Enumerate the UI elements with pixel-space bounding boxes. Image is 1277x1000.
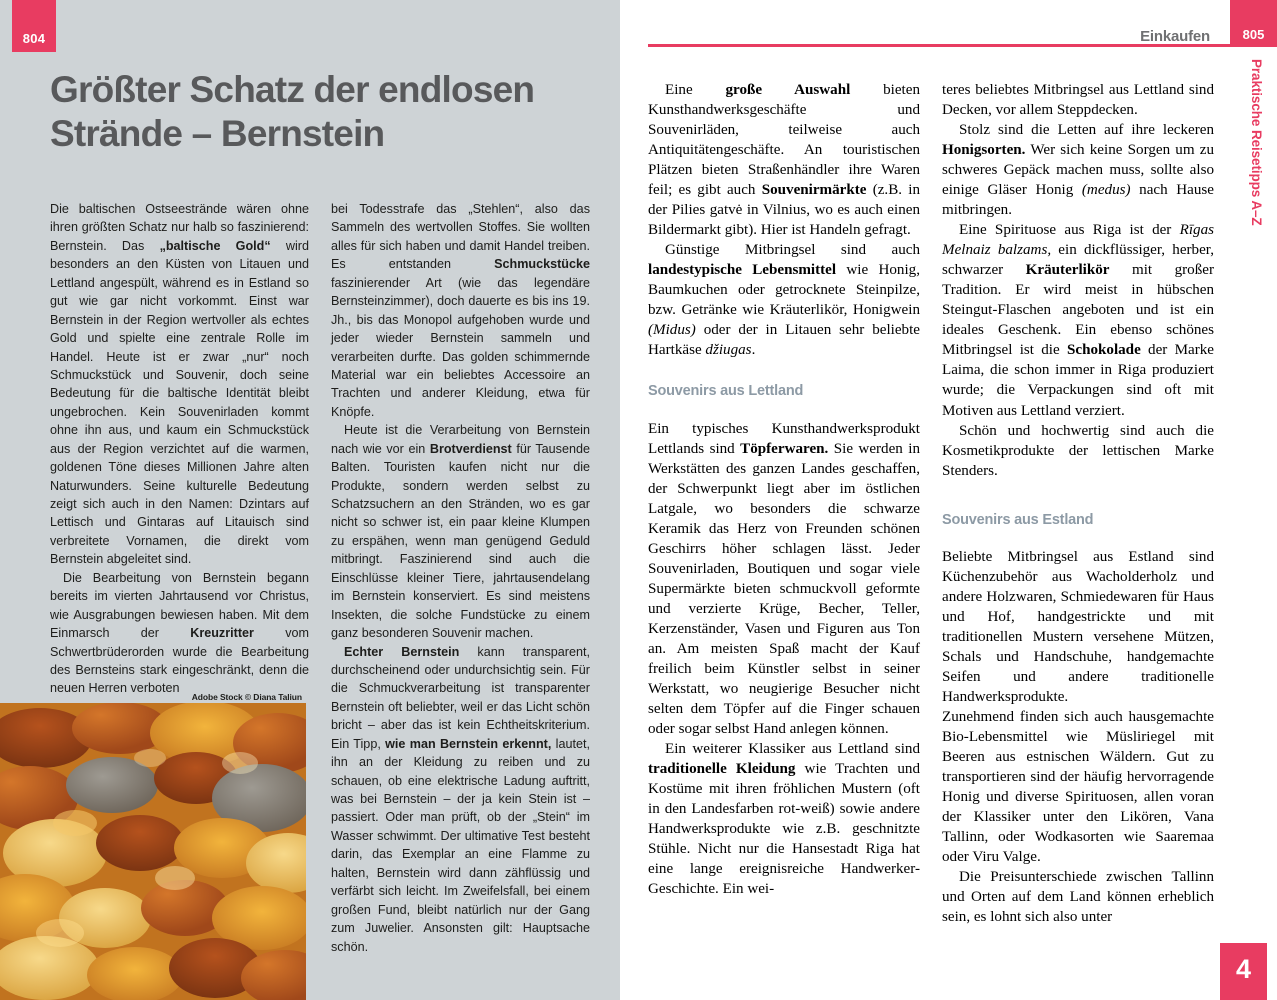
article-headline: Größter Schatz der endlosen Strände – Bernstein (50, 69, 535, 155)
right-page-columns (648, 80, 1214, 927)
page-number-right: 805 (1230, 0, 1277, 47)
running-head: Einkaufen (1140, 28, 1210, 45)
paragraph: Eine Spirituose aus Riga ist der Rīgas Melnaiz balzams, ein dickflüssiger, herber, schwarzer Kräuterlikör mit großer Tradition. Er wird meist in hübschen Steingut-Flaschen angeboten und ist ein ideales Geschenk. Ein ebenso schönes Mitbringsel ist die Schokolade der Marke Laima, die schon immer in Riga produziert wurde; die Verpackungen sind oft mit Motiven aus Lettland verziert. (942, 222, 1214, 419)
paragraph: Die Bearbeitung von Bernstein begann bereits im vierten Jahrtausend vor Christus, wie Ausgrabungen bewiesen haben. Mit dem Einmarsch der Kreuzritter vom Schwertbrüderorden wurde die Bearbeitung des Bernsteins stark eingeschränkt, denn die neuen Herren verboten (50, 570, 309, 696)
paragraph: Ein weiterer Klassiker aus Lettland sind traditionelle Kleidung wie Trachten und Kostüme mit ihren fröhlichen Mustern (oft in den Landesfarben rot-weiß) sowie andere Handwerksprodukte wie z.B. geschnitzte Stühle. Nicht nur die Hansestadt Riga hat eine lange ereignisreiche Handwerker-Geschichte. Ein wei- (648, 741, 920, 898)
paragraph: Günstige Mitbringsel sind auch landestypische Lebensmittel wie Honig, Baumkuchen oder getrocknete Steinpilze, bzw. Getränke wie Kräuterlikör, Honigwein (Midus) oder der in Litauen sehr beliebte Hartkäse džiugas. (648, 242, 920, 359)
paragraph: bei Todesstrafe das „Stehlen“, also das Sammeln des wertvollen Stoffes. Sie wollten alles für sich haben und damit Handel treiben. Es entstanden Schmuckstücke faszinierender Art (wie das legendäre Bernsteinzimmer), doch dauerte es bis ins 19. Jh., bis das Monopol aufgehoben wurde und jeder wieder Bernstein sammeln und verarbeiten durfte. Das golden schimmernde Material war ein beliebtes Accessoire an Trachten und anderer Kleidung, etwa für Knöpfe. (331, 202, 590, 419)
page-number-left: 804 (12, 0, 56, 52)
paragraph: Zunehmend finden sich auch hausgemachte Bio-Lebensmittel wie Müsliriegel mit Beeren aus estnischen Wäldern. Gut zu transportieren sind der häufig hervorragende Honig und diverse Spirituosen, allen voran der Klassiker unter den Likören, Vana Tallinn, oder Wodkasorten wie Saaremaa oder Viru Valge. (942, 709, 1214, 866)
paragraph: Beliebte Mitbringsel aus Estland sind Küchenzubehör aus Wacholderholz und andere Holzwaren, Schmiedewaren für Haus und Hof, handgestrickte und mit traditionellen Mustern versehene Mützen, Schals und Handschuhe, handgemachte Seifen und andere traditionelle Handwerksprodukte. (942, 548, 1214, 706)
paragraph: Stolz sind die Letten auf ihre leckeren Honigsorten. Wer sich keine Sorgen um zu schweres Gepäck machen muss, sollte also einige Gläser Honig (medus) nach Hause mitbringen. (942, 122, 1215, 219)
subheading-estland: Souvenirs aus Estland (942, 511, 1094, 528)
subheading-lettland: Souvenirs aus Lettland (648, 383, 804, 400)
right-page (620, 0, 1277, 1000)
amber-photo-graphic (0, 703, 306, 1000)
paragraph: Schön und hochwertig sind auch die Kosmetikprodukte der lettischen Marke Stenders. (942, 422, 1214, 479)
side-tab-label: Praktische Reisetipps A–Z (1249, 59, 1264, 226)
paragraph: Echter Bernstein kann transparent, durchscheinend oder undurchsichtig sein. Für die Schmuckverarbeitung ist transparenter Bernstein oft beliebter, weil er das Licht schön bricht – aber das ist kein Echtheitskriterium. Ein Tipp, wie man Bernstein erkennt, lautet, ihn an der Kleidung zu reiben und zu schauen, ob eine elektrische Ladung auftritt, was bei Bernstein – der ja kein Stein ist – passiert. Oder man prüft, ob der „Stein“ im Wasser schwimmt. Der ultimative Test besteht darin, das Exemplar an eine Flamme zu halten, Bernstein wird dann zähflüssig und verfärbt sich leicht. Im Zweifelsfall, bei einem großen Fund, bleibt natürlich nur der Gang zum Juwelier. Ansonsten gilt: Hauptsache schön. (331, 644, 591, 954)
chapter-number-badge: 4 (1220, 943, 1267, 1000)
right-column-1 (648, 80, 920, 927)
paragraph: Die Preisunterschiede zwischen Tallinn und Orten auf dem Land können erheblich sein, es lohnt sich also unter (942, 869, 1214, 926)
photo-credit: Adobe Stock © Diana Taliun (191, 692, 302, 702)
paragraph: Heute ist die Verarbeitung von Bernstein nach wie vor ein Brotverdienst für Tausende Balten. Touristen kaufen nicht nur die Produkte, sondern werden selbst zu Schatzsuchern an den Stränden, wo es gar nicht so schwer ist, ein paar kleine Klumpen zu erspähen, wenn man genügend Geduld mitbringt. Faszinierend sind auch die Einschlüsse kleiner Tiere, jahrtausendelang im Bernstein konserviert. Es sind meistens Insekten, die solche Fundstücke zu einem ganz besonderen Souvenir machen. (331, 423, 590, 641)
paragraph: Eine große Auswahl bieten Kunsthandwerksgeschäfte und Souvenirläden, teilweise auch Antiquitätengeschäfte. An touristischen Plätzen bieten Straßenhändler ihre Waren feil; es gibt auch Souvenirmärkte (z.B. in der Pilies gatvė in Vilnius, wo es auch einen Bildermarkt gibt). Hier ist Handeln gefragt. (648, 82, 920, 239)
paragraph: Die baltischen Ostseestrände wären ohne ihren größten Schatz nur halb so faszinierend: Bernstein. Das „baltische Gold“ wird besonders an den Küsten von Litauen und Lettland angespült, während es in Estland so gut wie gar nicht vorkommt. Einst war Bernstein in der Region wertvoller als echtes Gold und spielte eine zentrale Rolle im Handel. Heute ist er zwar „nur“ noch Schmuckstück und Souvenir, doch seine Bedeutung für die baltische Identität bleibt ungebrochen. Kein Souvenirladen kommt ohne ihn aus, und kaum ein Schmuckstück aus der Region verzichtet auf die warmen, goldenen Töne dieses Millionen Jahre alten Naturwunders. Seine kulturelle Bedeutung zeigt sich auch in den Namen: Dzintars auf Lettisch und Gintaras auf Litauisch sind verbreitete Vornamen, die direkt vom Bernstein abgeleitet sind. (50, 202, 309, 567)
left-column-2 (331, 200, 590, 956)
amber-photo (0, 703, 306, 1000)
left-page (0, 0, 620, 1000)
paragraph: Ein typisches Kunsthandwerksprodukt Lettlands sind Töpferwaren. Sie werden in Werkstätten des ganzen Landes geschaffen, der Schwerpunkt liegt aber im östlichen Latgale, wo besonders die schwarze Keramik das Herz von Freunden schönen Geschirrs höher schlagen lässt. Jeder Souvenirladen, Boutiquen und sogar viele Supermärkte bieten schmuckvoll geformte und verzierte Krüge, Becher, Teller, Kerzenständer, Vasen und Figuren aus Ton an. Am meisten Spaß macht der Kauf freilich beim Künstler selbst in seiner Werkstatt, wo neugierige Besucher nicht selten dem Töpfer auf die Finger schauen oder sogar selbst Hand anlegen können. (648, 420, 920, 738)
right-column-2 (942, 80, 1214, 927)
paragraph: teres beliebtes Mitbringsel aus Lettland sind Decken, vor allem Steppdecken. (942, 82, 1214, 119)
side-tab (1230, 47, 1277, 927)
